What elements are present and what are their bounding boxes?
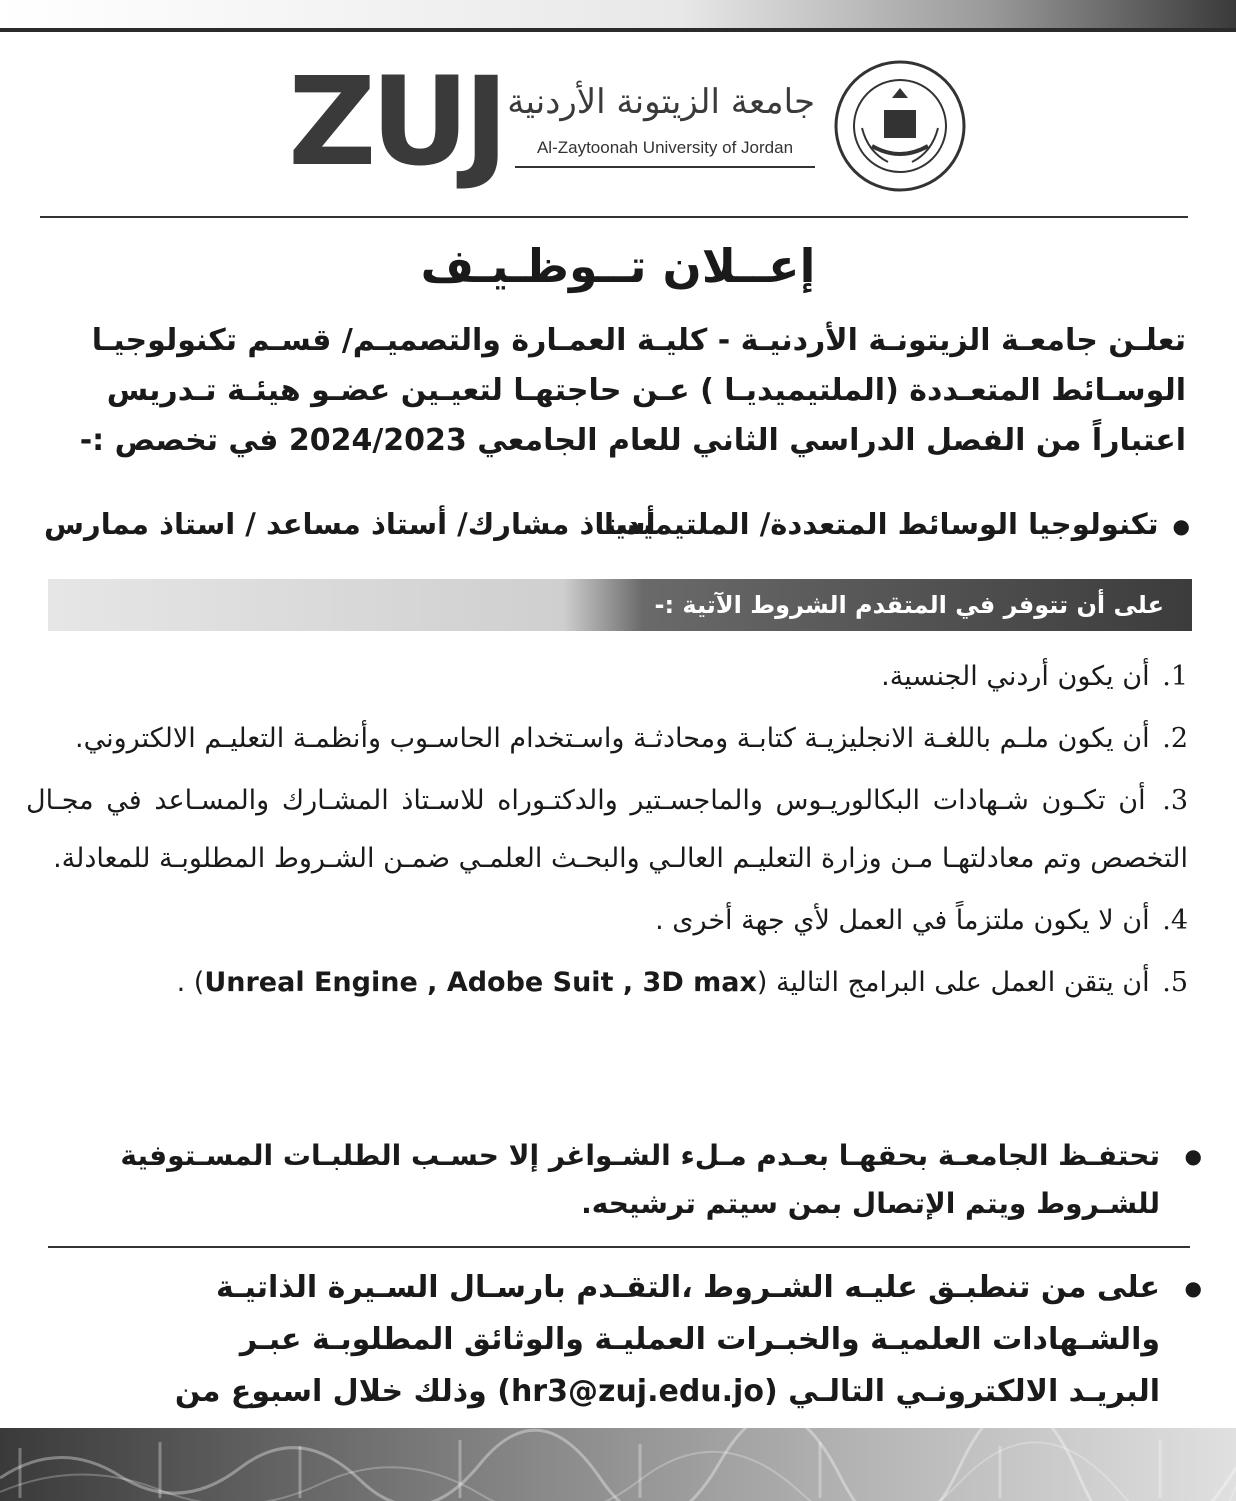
conditions-list — [26, 648, 1188, 1016]
specialization-field: ● تكنولوجيا الوسائط المتعددة/ الملتيميديا — [604, 498, 1190, 552]
intro-line: اعتباراً من الفصل الدراسي الثاني للعام الجامعي 2024/2023 في تخصص :- — [79, 423, 1186, 458]
conditions-header-bar — [48, 579, 1192, 631]
email-link[interactable]: hr3@zuj.edu.jo — [510, 1374, 764, 1409]
list-item — [26, 710, 1188, 768]
item-text: أن تكـون شـهادات البكالوريـوس والماجسـتير والدكتـوراه للاسـتاذ المشـارك والمسـاعد في مجـال التخصص وتم معادلتهـا مـن وزارة التعليـم العالـي والبحـث العلمـي ضمـن الشـروط المطلوبـة للمعادلة. — [26, 785, 1188, 874]
conditions-header: على أن تتوفر في المتقدم الشروط الآتية :- — [654, 591, 1164, 619]
specialization-row — [40, 498, 1190, 550]
university-name-arabic: جامعة الزيتونة الأردنية — [507, 82, 815, 122]
reservation-note — [50, 1132, 1190, 1232]
page-title: إعــلان تــوظـيـف — [420, 239, 816, 293]
apply-text-before: على من تنطبـق عليـه الشـروط ،التقـدم بارسـال السـيرة الذاتيـة والشـهادات العلميـة والخبـرات العمليـة والوثائق المطلوبـة عبـر البريـد الالكترونـي التالـي ( — [216, 1270, 1160, 1409]
specialization-ranks: أستاذ مشارك/ أستاذ مساعد / استاذ ممارس — [44, 507, 656, 541]
item-number: 3. — [1162, 785, 1188, 816]
list-item — [26, 954, 1188, 1012]
footer-band — [0, 1428, 1236, 1501]
footer-calligraphy-pattern — [0, 1428, 1236, 1501]
university-name-english: Al-Zaytoonah University of Jordan — [536, 138, 794, 157]
zuj-logo: ZUJ — [288, 51, 503, 193]
item-text: أن لا يكون ملتزماً في العمل لأي جهة أخرى . — [655, 905, 1150, 936]
item-text: أن يكون ملـم باللغـة الانجليزيـة كتابـة ومحادثـة واسـتخدام الحاسـوب وأنظمـة التعليـم الالكتروني. — [75, 723, 1150, 754]
software-list: Unreal Engine , Adobe Suit , 3D max — [204, 967, 757, 998]
application-instructions — [140, 1262, 1190, 1412]
logo-underline — [515, 166, 815, 168]
item-number: 5. — [1162, 967, 1188, 998]
item-text: أن يكون أردني الجنسية. — [881, 661, 1150, 692]
list-item — [26, 648, 1188, 706]
item-number: 2. — [1162, 723, 1188, 754]
item-number: 4. — [1162, 905, 1188, 936]
list-item — [26, 772, 1188, 888]
item-text-end: ) . — [176, 967, 205, 998]
item-number: 1. — [1162, 661, 1188, 692]
university-seal-icon — [832, 58, 968, 194]
intro-line: الوسـائط المتعـددة (الملتيميديـا ) عـن حاجتهـا لتعيـين عضـو هيئـة تـدريس — [106, 373, 1186, 408]
apply-text-after: ) وذلك خلال اسبوع من — [174, 1374, 511, 1409]
intro-line: تعلـن جامعـة الزيتونـة الأردنيـة - كليـة العمـارة والتصميـم/ قسـم تكنولوجيـا — [91, 323, 1186, 358]
top-decorative-band — [0, 0, 1236, 32]
list-item — [26, 892, 1188, 950]
item-text: أن يتقن العمل على البرامج التالية ( — [756, 967, 1150, 998]
section-divider — [48, 1246, 1190, 1248]
note-text: ● تحتفـظ الجامعـة بحقهـا بعـدم مـلء الشـواغر إلا حسـب الطلبـات المسـتوفية للشـروط ويتم الإتصال بمن سيتم ترشيحه. — [120, 1139, 1160, 1220]
header-divider — [40, 216, 1188, 218]
intro-paragraph — [44, 316, 1186, 466]
